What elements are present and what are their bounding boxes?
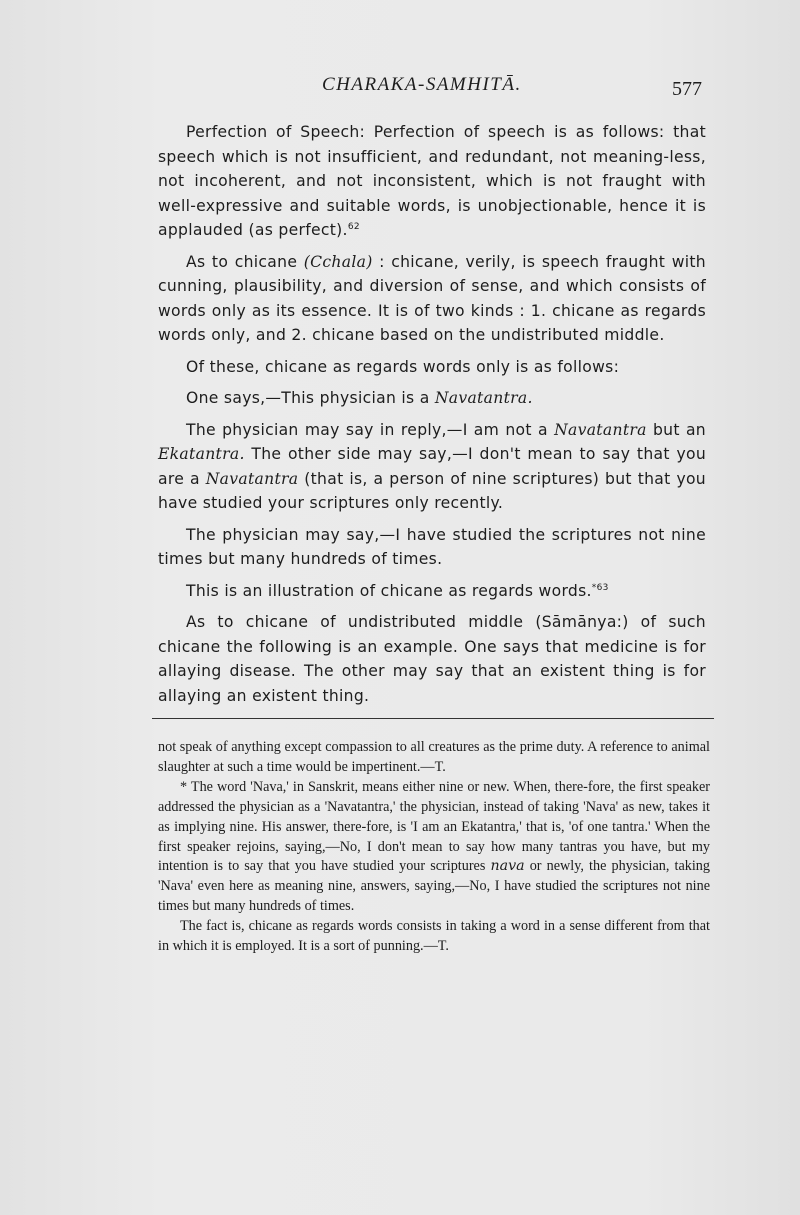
paragraph-text: One says,—This physician is a [186,389,435,407]
reference-mark: *63 [591,582,609,593]
footnote-punning: The fact is, chicane as regards words consists in taking a word in a sense different from that in which it is employed. It is a sort of punning.—T. [158,918,710,955]
paragraph-one-says [158,386,706,411]
running-header [0,74,800,104]
page-number: 577 [672,78,702,100]
footnote-text: * The word 'Nava,' in Sanskrit, means either nine or new. When, there-fore, the first speaker addressed the physician as a 'Navatantra,' the physician, instead of taking 'Nava' as new, takes it as implying nine. His answer, there-fore, is 'I am an Ekatantra,' that is, 'of one tantra.' When the first speaker rejoins, saying,—No, I don't mean to say how many tantras you have, but my intention is to say that you have studied your scriptures [158,778,710,875]
sanskrit-term: Navatantra [205,469,299,488]
footnote-divider [152,718,714,720]
sanskrit-term: nava [490,858,525,875]
paragraph-text: but an [646,420,706,439]
paragraph-text: : chicane, verily, is speech fraught with cunning, plausibility, and diversion of sense, and which consists of words only as its essence. It is of two kinds : 1. chicane as regards words only, and 2. chicane based on the undistributed middle. [158,252,706,344]
paragraph-perfection-of-speech [158,120,706,243]
paragraph-text: The other side may say,—I don't mean to say that you are a [158,445,706,488]
paragraph-illustration [158,579,706,604]
divider-line [152,718,714,719]
paragraph-undistributed-middle: As to chicane of undistributed middle (Sāmānya:) of such chicane the following is an example. One says that medicine is for allaying disease. The other may say that an existent thing is for allaying an existent thing. [158,613,706,705]
paragraph-text: Perfection of Speech: Perfection of speech is as follows: that speech which is not insufficient, and redundant, not meaning-less, not incoherent, and not inconsistent, which is not fraught with well-expressive and suitable words, is unobjectionable, hence it is applauded (as perfect). [158,123,706,239]
main-text [158,120,706,708]
paragraph-text: (that is, a person of nine scriptures) but that you have studied your scriptures only recently. [158,469,706,512]
sanskrit-term: Ekatantra. [158,445,245,463]
paragraph-physician-studied: The physician may say,—I have studied the scriptures not nine times but many hundreds of times. [158,525,706,568]
paragraph-chicane-words-intro: Of these, chicane as regards words only is as follows: [186,357,620,376]
reference-mark: 62 [347,222,360,232]
paragraph-text: As to chicane [186,252,304,271]
paragraph-text: The physician may say in reply,—I am not a [186,420,555,439]
sanskrit-term: (Cchala) [303,252,373,271]
paragraph-chicane-definition [158,250,706,348]
sanskrit-term: Navatantra [554,420,647,439]
footnote-nava [158,778,710,917]
sanskrit-term: Navatantra. [434,389,533,407]
paragraph-text: This is an illustration of chicane as regards words. [186,581,592,600]
footnotes [158,738,710,957]
paragraph-physician-reply [158,418,706,516]
footnote-continued: not speak of anything except compassion to all creatures as the prime duty. A reference to animal slaughter at such a time would be impertinent.—T. [158,739,710,775]
footnote-text: or newly, the physician, taking 'Nava' even here as meaning nine, answers, saying,—No, I have studied the scriptures not nine times but many hundreds of times. [158,858,710,915]
running-title: CHARAKA-SAMHITĀ. [322,74,522,95]
